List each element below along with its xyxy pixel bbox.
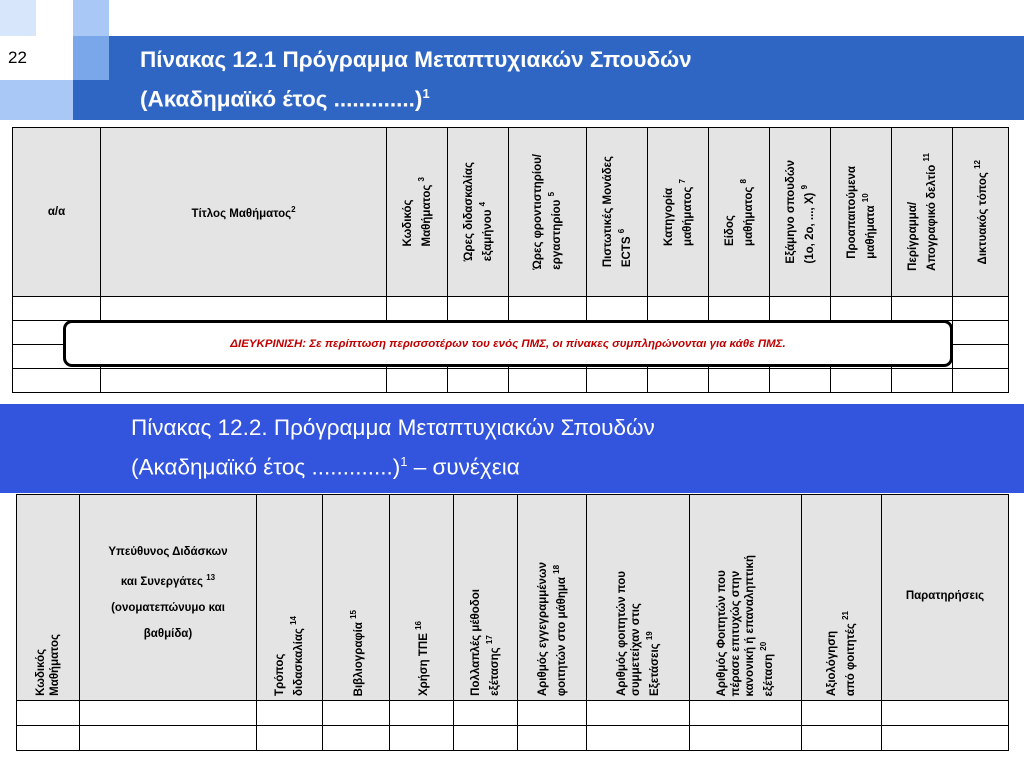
table1-empty-cell[interactable] [509, 369, 587, 393]
table1-empty-cell[interactable] [709, 297, 770, 321]
table2-empty-cell[interactable] [882, 726, 1009, 751]
table2-empty-row [17, 726, 1009, 751]
table1-empty-cell[interactable] [648, 369, 709, 393]
table1-col-code: Κωδικός Μαθήματος $^3$ [387, 128, 448, 297]
decor-square-top [73, 0, 109, 36]
table1-col-semester: Εξάμηνο σπουδών (1ο, 2ο, ..., Χ) $^9$ [770, 128, 831, 297]
table2-empty-cell[interactable] [690, 701, 802, 726]
table1-empty-cell[interactable] [387, 297, 448, 321]
slide-number: 22 [8, 48, 27, 67]
table2-empty-cell[interactable] [518, 726, 587, 751]
table2-col-evaluation: Αξιολόγηση από φοιτητές $^{21}$ [802, 495, 882, 701]
table2-title-line1: Πίνακας 12.2. Πρόγραμμα Μεταπτυχιακών Σπουδών [131, 415, 655, 440]
table2-empty-cell[interactable] [390, 726, 454, 751]
table2-title-line2: (Ακαδημαϊκό έτος .............)$^1$ – συνέχεια [131, 454, 520, 480]
table2-col-code: Κωδικός Μαθήματος [17, 495, 80, 701]
table1-empty-cell[interactable] [831, 369, 892, 393]
table1-empty-cell[interactable] [709, 369, 770, 393]
table2-empty-cell[interactable] [802, 701, 882, 726]
table1-empty-cell[interactable] [101, 369, 387, 393]
table1-empty-cell[interactable] [587, 297, 648, 321]
table1-empty-cell[interactable] [892, 369, 953, 393]
table2-empty-cell[interactable] [257, 726, 323, 751]
table1-title-line2: (Ακαδημαϊκό έτος .............)$^1$ [140, 86, 430, 112]
table2-col-participated: Αριθμός φοιτητών που συμμετείχαν στις Εξετάσεις $^{19}$ [587, 495, 690, 701]
table2-empty-row [17, 701, 1009, 726]
table2-empty-cell[interactable] [323, 726, 390, 751]
table1-empty-cell[interactable] [953, 369, 1009, 393]
table2-col-passed: Αριθμός Φοιτητών που πέρασε επιτυχώς στην κανονική ή επαναληπτική εξέταση $^{20}$ [690, 495, 802, 701]
table1-col-category: Κατηγορία μαθήματος $^7$ [648, 128, 709, 297]
table1-col-syllabus: Περίγραμμα/ Απογραφικό δελτίο $^{11}$ [892, 128, 953, 297]
table1-empty-cell[interactable] [448, 297, 509, 321]
table1-col-teaching-hours: Ώρες διδασκαλίας εξαμήνου $^4$ [448, 128, 509, 297]
table2-col-teaching-method: Τρόπος διδασκαλίας $^{14}$ [257, 495, 323, 701]
table2-empty-cell[interactable] [587, 726, 690, 751]
table2-empty-cell[interactable] [80, 701, 257, 726]
table1-empty-cell[interactable] [448, 369, 509, 393]
decor-square-white [36, 36, 73, 80]
table2-col-bibliography: Βιβλιογραφία $^{15}$ [323, 495, 390, 701]
table1-empty-row [13, 297, 1009, 321]
table2-title [131, 411, 991, 485]
decor-square-left-top [0, 0, 36, 36]
table2-col-remarks: Παρατηρήσεις [882, 495, 1009, 701]
table2-header-row [17, 495, 1009, 701]
table1-col-lab-hours: Ώρες φροντιστηρίου/ εργαστηρίου $^5$ [509, 128, 587, 297]
table2-empty-cell[interactable] [882, 701, 1009, 726]
table2-empty-cell[interactable] [690, 726, 802, 751]
table1-empty-cell[interactable] [13, 297, 101, 321]
table2-col-instructor: Υπεύθυνος Διδάσκων και Συνεργάτες $^{13}$ (ονοματεπώνυμο και βαθμίδα) [80, 495, 257, 701]
table1-empty-cell[interactable] [770, 297, 831, 321]
table2-empty-cell[interactable] [17, 726, 80, 751]
table1-title-line1: Πίνακας 12.1 Πρόγραμμα Μεταπτυχιακών Σπουδών [140, 47, 692, 72]
table1-col-prerequisites: Προαπαιτούμενα μαθήματα $^{10}$ [831, 128, 892, 297]
table2-col-ict-use: Χρήση ΤΠΕ $^{16}$ [390, 495, 454, 701]
table1-header-row [13, 128, 1009, 297]
table1-col-title: Τίτλος Μαθήματος$^2$ [101, 128, 387, 297]
table2-col-exam-methods: Πολλαπλές μέθοδοι εξέτασης $^{17}$ [454, 495, 518, 701]
table1-empty-cell[interactable] [387, 369, 448, 393]
table1-empty-cell[interactable] [892, 297, 953, 321]
table1-col-website: Δικτυακός τόπος $^{12}$ [953, 128, 1009, 297]
table2-empty-cell[interactable] [257, 701, 323, 726]
table1-empty-cell[interactable] [648, 297, 709, 321]
table1-empty-cell[interactable] [953, 297, 1009, 321]
table1-empty-cell[interactable] [101, 297, 387, 321]
table2-empty-cell[interactable] [390, 701, 454, 726]
table1-empty-cell[interactable] [509, 297, 587, 321]
table1-title [140, 43, 1000, 117]
table1-empty-cell[interactable] [770, 369, 831, 393]
table2-empty-cell[interactable] [17, 701, 80, 726]
table2-empty-cell[interactable] [80, 726, 257, 751]
table2-empty-cell[interactable] [518, 701, 587, 726]
clarification-note-text: ΔΙΕΥΚΡΙΝΙΣΗ: Σε περίπτωση περισσοτέρων του ενός ΠΜΣ, οι πίνακες συμπληρώνονται για κάθε ΠΜΣ. [230, 337, 786, 350]
table2-empty-cell[interactable] [454, 701, 518, 726]
table2-empty-cell[interactable] [802, 726, 882, 751]
table1-empty-row [13, 369, 1009, 393]
table1-col-aa: α/α [13, 128, 101, 297]
program-table-2 [16, 494, 1009, 751]
table1-empty-cell[interactable] [587, 369, 648, 393]
clarification-note [63, 320, 953, 367]
table2-col-enrolled: Αριθμός εγγεγραμμένων φοιτητών στο μάθημα $^{18}$ [518, 495, 587, 701]
table2-empty-cell[interactable] [323, 701, 390, 726]
table1-col-type: Είδος μαθήματος $^8$ [709, 128, 770, 297]
decor-square-light [0, 80, 73, 120]
table2-empty-cell[interactable] [454, 726, 518, 751]
decor-square-mid [73, 36, 109, 80]
table1-empty-cell[interactable] [831, 297, 892, 321]
table1-col-ects: Πιστωτικές Μονάδες ECTS $^6$ [587, 128, 648, 297]
table1-empty-cell[interactable] [953, 321, 1009, 345]
table1-empty-cell[interactable] [13, 369, 101, 393]
table1-empty-cell[interactable] [953, 345, 1009, 369]
table2-empty-cell[interactable] [587, 701, 690, 726]
